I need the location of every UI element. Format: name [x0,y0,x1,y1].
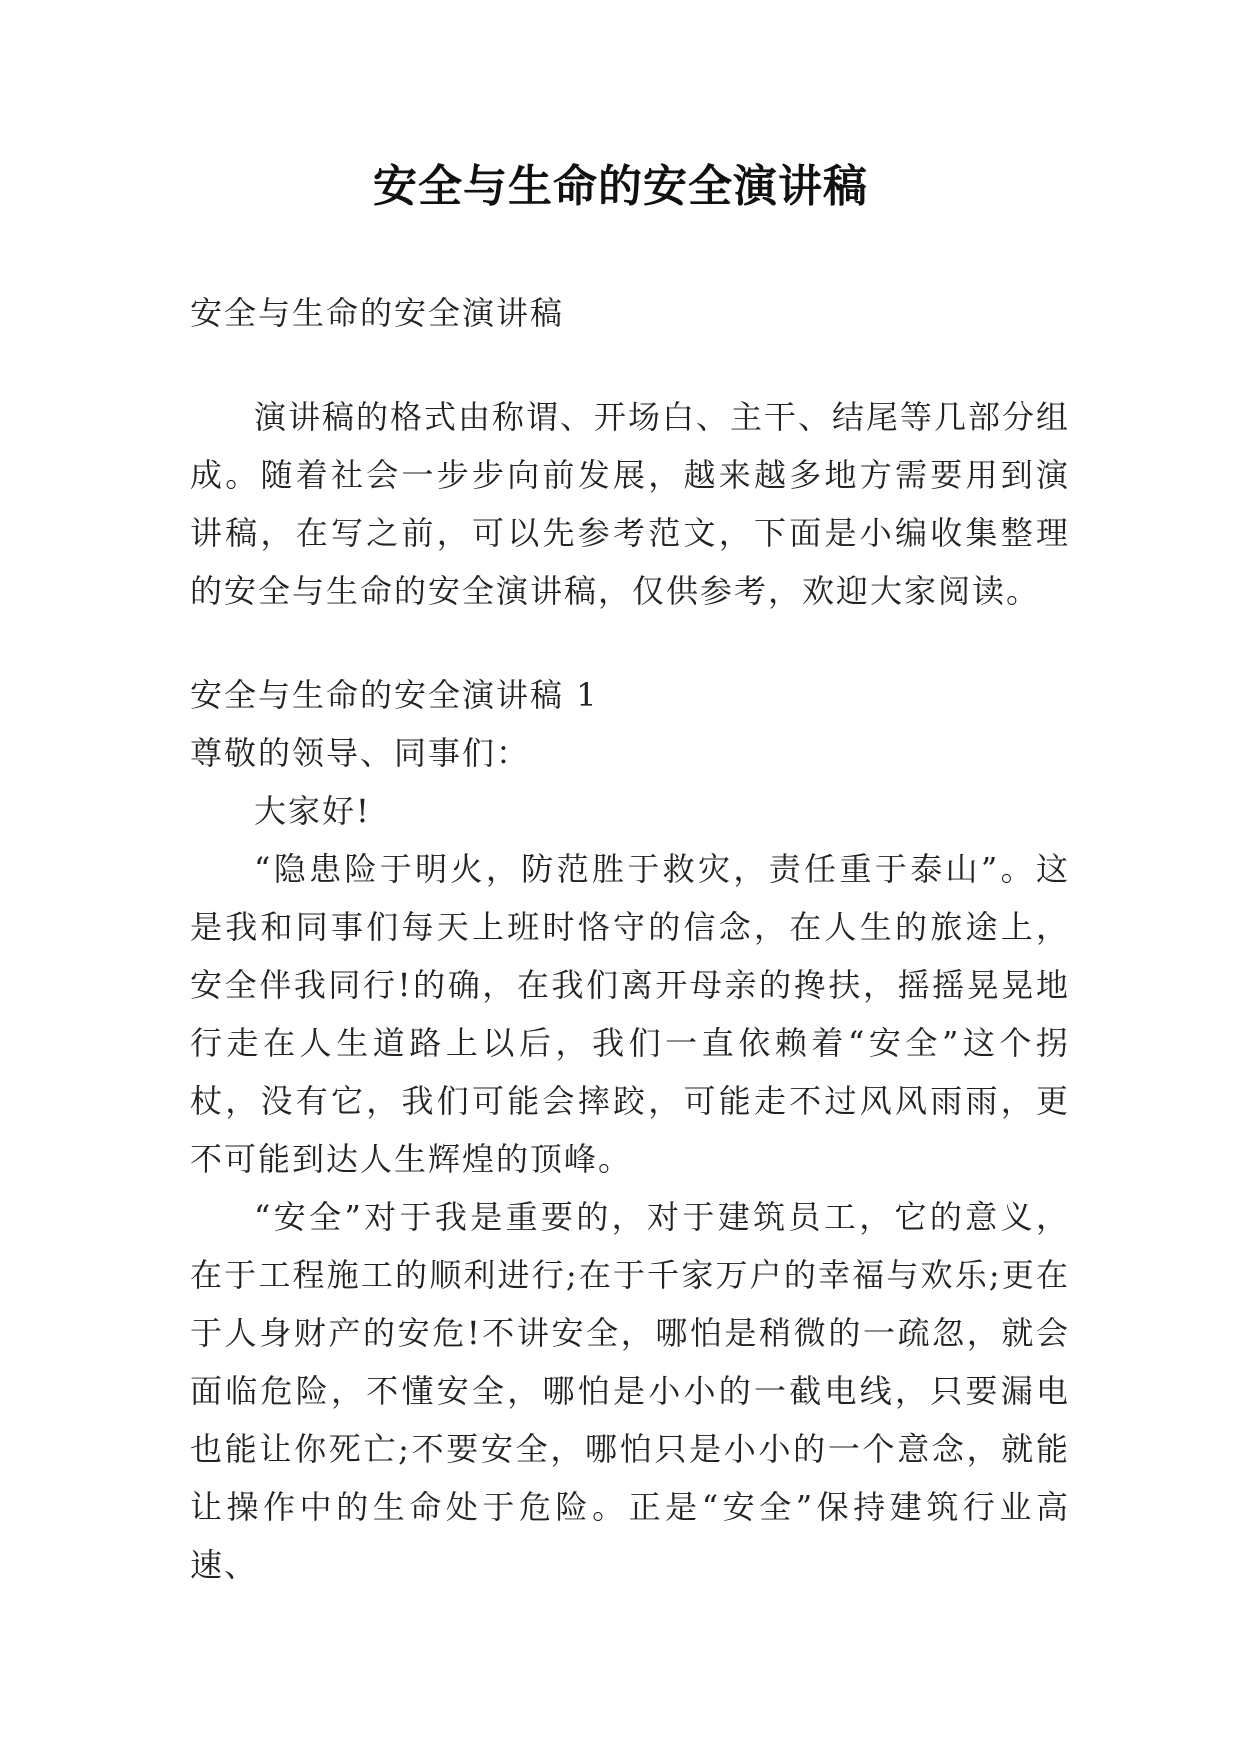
document-body [190,290,1070,1594]
document-subtitle: 安全与生命的安全演讲稿 [190,294,565,332]
body-paragraph-2: “安全”对于我是重要的，对于建筑员工，它的意义，在于工程施工的顺利进行;在于千家万户的幸福与欢乐;更在于人身财产的安危!不讲安全，哪怕是稍微的一疏忽，就会面临危险，不懂安全，哪怕是小小的一截电线，只要漏电也能让你死亡;不要安全，哪怕只是小小的一个意念，就能让操作中的生命处于危险。正是“安全”保持建筑行业高速、 [190,1198,1070,1584]
section-heading: 安全与生命的安全演讲稿 1 [190,676,599,714]
document-title: 安全与生命的安全演讲稿 [373,161,868,212]
intro-paragraph: 演讲稿的格式由称谓、开场白、主干、结尾等几部分组成。随着社会一步步向前发展，越来越多地方需要用到演讲稿，在写之前，可以先参考范文，下面是小编收集整理的安全与生命的安全演讲稿，仅供参考，欢迎大家阅读。 [190,398,1071,610]
body-paragraph-1: “隐患险于明火，防范胜于救灾，责任重于泰山”。这是我和同事们每天上班时恪守的信念，在人生的旅途上，安全伴我同行!的确，在我们离开母亲的搀扶，摇摇晃晃地行走在人生道路上以后，我们一直依赖着“安全”这个拐杖，没有它，我们可能会摔跤，可能走不过风风雨雨，更不可能到达人生辉煌的顶峰。 [190,850,1070,1178]
salutation: 尊敬的领导、同事们： [190,734,531,772]
greeting: 大家好! [254,792,371,830]
